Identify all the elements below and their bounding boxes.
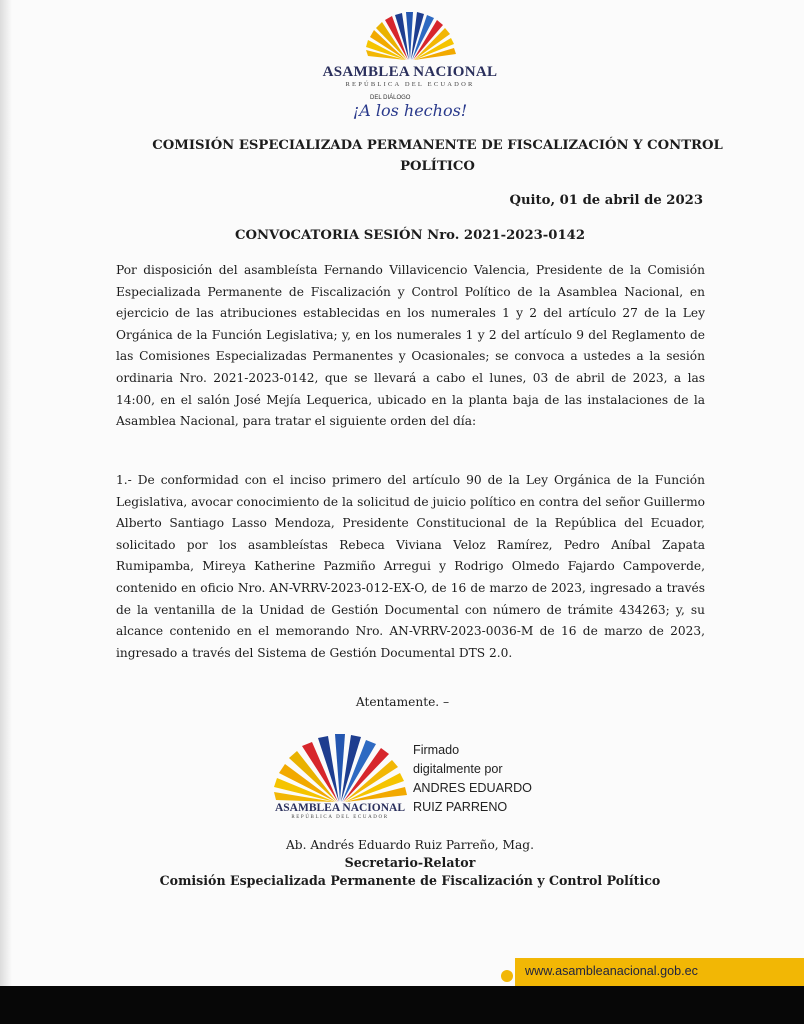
header-org-subtitle: REPÚBLICA DEL ECUADOR <box>345 81 475 88</box>
header-del-dialogo: DEL DIÁLOGO <box>370 95 411 101</box>
digital-signature-stamp <box>413 741 573 817</box>
agenda-item-paragraph: 1.- De conformidad con el inciso primero del artículo 90 de la Ley Orgánica de la Función Legislativa, avocar conocimiento de la solicitud de juicio político en contra del señor Guillermo Alberto Santiago Lasso Mendoza, Presidente Constitucional de la República del Ecuador, solicitado por los asambleístas Rebeca Viviana Veloz Ramírez, Pedro Aníbal Zapata Rumipamba, Mireya Katherine Pazmiño Arregui y Rodrigo Olmedo Fajardo Campoverde, contenido en oficio Nro. AN-VRRV-2023-012-EX-O, de 16 de marzo de 2023, ingresado a través de la ventanilla de la Unidad de Gestión Documental con número de trámite 434263; y, su alcance contenido en el memorando Nro. AN-VRRV-2023-0036-M de 16 de marzo de 2023, ingresado a través del Sistema de Gestión Documental DTS 2.0. <box>116 473 705 660</box>
header-org-name: ASAMBLEA NACIONAL <box>322 64 498 80</box>
signer-name: Ab. Andrés Eduardo Ruiz Parreño, Mag. <box>286 838 534 852</box>
digital-signature-line: digitalmente por <box>413 762 503 776</box>
closing-text: Atentamente. – <box>355 695 450 709</box>
page-edge-shadow <box>0 0 12 1024</box>
footer-dot-icon <box>501 970 513 982</box>
header-slogan: ¡A los hechos! <box>352 101 468 120</box>
signature-org-subtitle: REPÚBLICA DEL ECUADOR <box>291 815 389 820</box>
digital-signature-line: RUIZ PARRENO <box>413 800 508 814</box>
document-title: COMISIÓN ESPECIALIZADA PERMANENTE DE FISCALIZACIÓN Y CONTROL POLÍTICO <box>152 138 723 174</box>
footer-website-link[interactable]: www.asambleanacional.gob.ec <box>525 964 698 978</box>
sunburst-logo-icon <box>350 8 470 66</box>
digital-signature-line: Firmado <box>413 743 460 757</box>
signature-org-name: ASAMBLEA NACIONAL <box>274 802 406 814</box>
signer-block <box>140 836 680 890</box>
signature-sunburst-icon <box>268 730 413 810</box>
convocation-paragraph: Por disposición del asambleísta Fernando Villavicencio Valencia, Presidente de la Comisión Especializada Permanente de Fiscalización y Control Político de la Asamblea Nacional, en ejercicio de las atribuciones establecidas en los numerales 1 y 2 del artículo 27 de la Ley Orgánica de la Función Legislativa; y, en los numerales 1 y 2 del artículo 9 del Reglamento de las Comisiones Especializadas Permanentes y Ocasionales; se convoca a ustedes a la sesión ordinaria Nro. 2021-2023-0142, que se llevará a cabo el lunes, 03 de abril de 2023, a las 14:00, en el salón José Mejía Lequerica, ubicado en la planta baja de las instalaciones de la Asamblea Nacional, para tratar el siguiente orden del día: <box>116 263 705 429</box>
bottom-black-bar <box>0 986 804 1024</box>
digital-signature-line: ANDRES EDUARDO <box>413 781 532 795</box>
session-number: CONVOCATORIA SESIÓN Nro. 2021-2023-0142 <box>235 228 585 243</box>
signer-role: Secretario-Relator <box>344 855 476 870</box>
header-logo <box>300 8 520 120</box>
signer-commission: Comisión Especializada Permanente de Fiscalización y Control Político <box>159 873 661 888</box>
document-date: Quito, 01 de abril de 2023 <box>509 193 703 208</box>
